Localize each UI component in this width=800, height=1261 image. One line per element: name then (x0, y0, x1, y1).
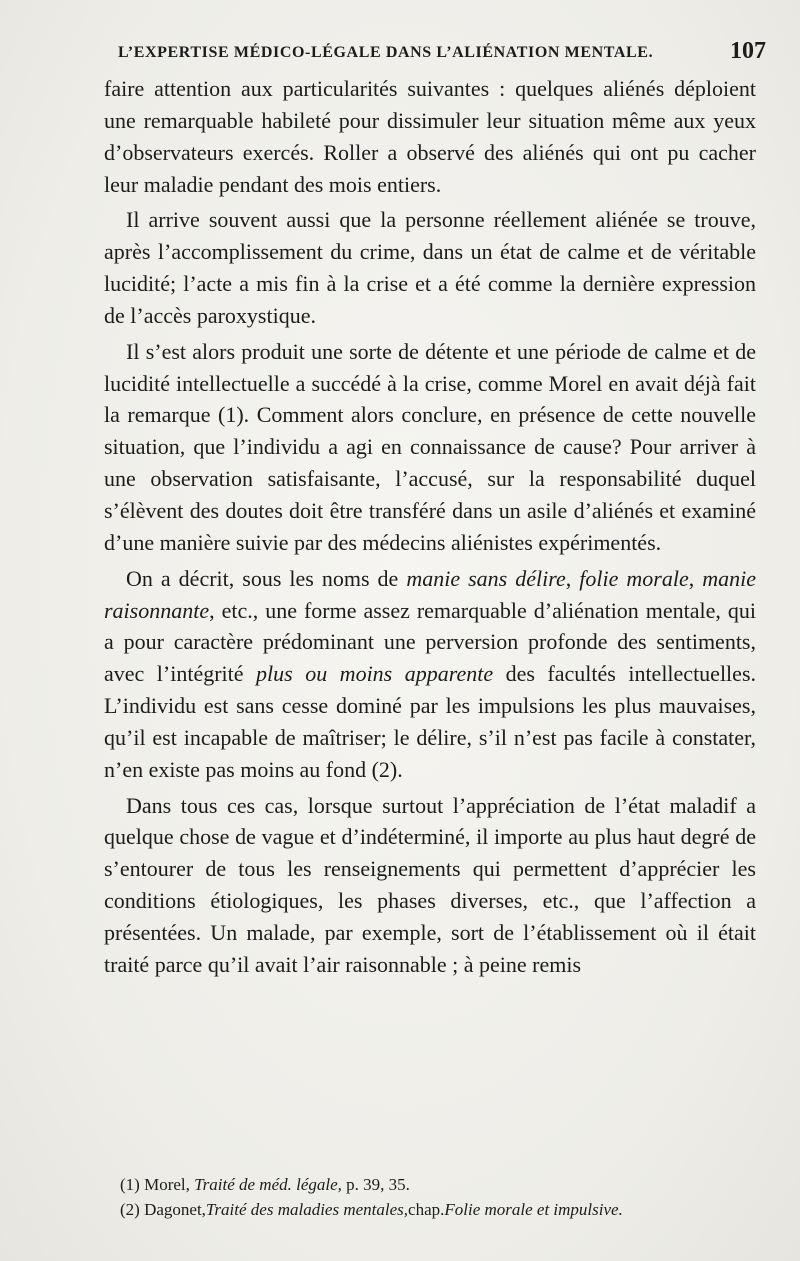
footnote-rest: p. 39, 35. (346, 1175, 410, 1194)
page-header (118, 38, 766, 68)
text-span: , (688, 565, 703, 591)
paragraph: Dans tous ces cas, lorsque surtout l’appréciation de l’état maladif a quelque chose de vague et d’indéterminé, il importe au plus haut degré de s’entourer de tous les renseignements qui permettent d’apprécier les conditions étiologiques, les phases diverses, etc., que l’affection a présentées. Un malade, par exemple, sort de l’établissement où il était traité parce qu’il avait l’air raisonnable ; à peine remis (104, 792, 756, 977)
footnote (104, 1197, 764, 1222)
paragraph: Il arrive souvent aussi que la personne réellement aliénée se trouve, après l’accomplissement du crime, dans un état de calme et de véritable lucidité; l’acte a mis fin à la crise et a été comme la dernière expression de l’accès paroxystique. (104, 207, 756, 328)
paragraph: faire attention aux particularités suivantes : quelques aliénés déploient une remarquable habileté pour dissimuler leur situation même aux yeux d’observateurs exercés. Roller a observé des aliénés qui ont pu cacher leur maladie pendant des mois entiers. (104, 76, 756, 197)
footnote-rest: chap. (408, 1200, 445, 1219)
running-head: L’EXPERTISE MÉDICO-LÉGALE DANS L’ALIÉNATION MENTALE. (118, 44, 654, 61)
footnote (104, 1172, 764, 1197)
footnote-title: Folie morale et impulsive. (444, 1200, 623, 1219)
footnote-marker: (1) (120, 1175, 140, 1194)
text-span: , etc., une forme assez remarquable d’aliénation mentale, qui a pour caractère prédominant une perversion profonde des sentiments, avec l’intégrité (104, 597, 756, 687)
italic-term: plus ou moins apparente (256, 661, 494, 687)
italic-term: folie morale (579, 565, 689, 591)
footnotes (104, 1172, 764, 1222)
italic-term: manie raisonnante (104, 565, 757, 623)
footnote-title: Traité des maladies mentales, (205, 1200, 409, 1219)
text-span: On a décrit, sous les noms de (126, 565, 407, 591)
page-number: 107 (730, 38, 766, 64)
paragraph: Il s’est alors produit une sorte de détente et une période de calme et de lucidité intellectuelle a succédé à la crise, comme Morel en avait déjà fait la remarque (1). Comment alors conclure, en présence de cette nouvelle situation, que l’individu a agi en connaissance de cause? Pour arriver à une observation satisfaisante, l’accusé, sur la responsabilité duquel s’élèvent des doutes doit être transféré dans un asile d’aliénés et examiné d’une manière suivie par des médecins aliénistes expérimentés. (104, 338, 756, 555)
footnote-title: Traité de méd. légale, (194, 1175, 342, 1194)
body-text (104, 73, 756, 981)
footnote-marker: (2) (120, 1200, 140, 1219)
text-span: des facultés intellectuelles. L’individu est sans cesse dominé par les impulsions les plus mauvaises, qu’il est incapable de maîtriser; le délire, s’il n’est pas facile à constater, n’en existe pas moins au fond (2). (104, 661, 756, 782)
text-span: , (565, 565, 580, 591)
paragraph (104, 563, 756, 786)
footnote-author: Dagonet, (144, 1200, 206, 1219)
italic-term: manie sans délire (406, 565, 566, 591)
footnote-author: Morel, (144, 1175, 190, 1194)
